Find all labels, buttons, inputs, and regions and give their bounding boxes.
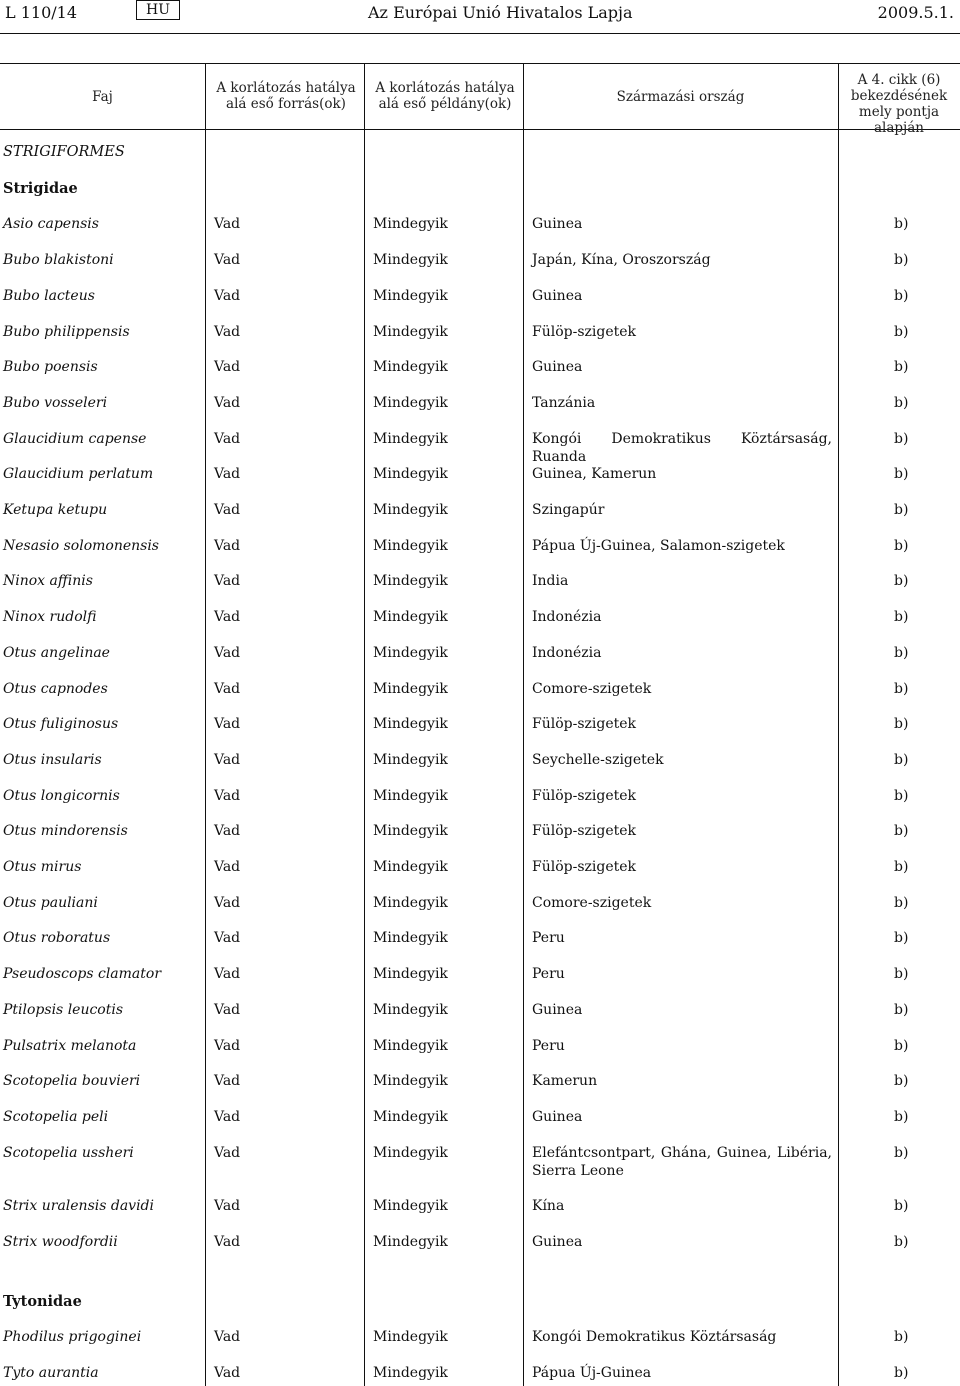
source-cell: Vad (214, 787, 241, 804)
specimen-cell: Mindegyik (373, 573, 448, 590)
species-name: Pseudoscops clamator (3, 966, 162, 983)
country-cell: Indonézia (532, 644, 602, 661)
article-point-cell: b) (894, 930, 909, 947)
specimen-cell: Mindegyik (373, 1001, 448, 1018)
country-cell: Guinea (532, 1108, 583, 1125)
journal-title: Az Európai Unió Hivatalos Lapja (368, 3, 633, 22)
species-name: Ketupa ketupu (3, 502, 108, 518)
specimen-cell: Mindegyik (373, 287, 448, 304)
specimen-cell: Mindegyik (373, 787, 448, 804)
source-cell: Vad (214, 1108, 241, 1125)
species-name: Otus capnodes (3, 680, 108, 697)
article-point-cell: b) (894, 966, 909, 983)
species-name: Phodilus prigoginei (3, 1329, 142, 1346)
specimen-cell: Mindegyik (373, 1037, 448, 1054)
source-cell: Vad (214, 716, 241, 733)
specimen-cell: Mindegyik (373, 609, 448, 626)
article-point-cell: b) (894, 573, 909, 590)
source-cell: Vad (214, 502, 241, 518)
source-cell: Vad (214, 216, 241, 233)
source-cell: Vad (214, 1001, 241, 1018)
species-name: Otus roboratus (3, 930, 111, 947)
column-header-faj: Faj (92, 89, 113, 105)
article-point-cell: b) (894, 1234, 909, 1250)
country-cell: Pápua Új-Guinea, Salamon-szigetek (532, 537, 785, 554)
column-header-cikk: A 4. cikk (6) bekezdésének mely pontja alapján (850, 72, 948, 136)
species-name: Pulsatrix melanota (3, 1037, 137, 1054)
article-point-cell: b) (894, 359, 909, 376)
source-cell: Vad (214, 644, 241, 661)
species-name: Asio capensis (3, 216, 99, 233)
country-cell: Peru (532, 930, 565, 947)
specimen-cell: Mindegyik (373, 359, 448, 376)
source-cell: Vad (214, 1198, 241, 1215)
source-cell: Vad (214, 823, 241, 840)
source-cell: Vad (214, 394, 241, 411)
species-name: Scotopelia peli (3, 1108, 109, 1125)
source-cell: Vad (214, 252, 241, 269)
species-name: Strix woodfordii (3, 1234, 118, 1250)
article-point-cell: b) (894, 680, 909, 697)
specimen-cell: Mindegyik (373, 716, 448, 733)
specimen-cell: Mindegyik (373, 1234, 448, 1250)
species-name: Strix uralensis davidi (3, 1198, 154, 1215)
country-cell: Kamerun (532, 1073, 598, 1090)
country-cell: Fülöp-szigetek (532, 787, 637, 804)
source-cell: Vad (214, 537, 241, 554)
article-point-cell: b) (894, 1037, 909, 1054)
species-name: Otus angelinae (3, 644, 110, 661)
specimen-cell: Mindegyik (373, 466, 448, 483)
country-cell: Seychelle-szigetek (532, 751, 664, 768)
article-point-cell: b) (894, 394, 909, 411)
species-name: Otus mirus (3, 859, 82, 875)
source-cell: Vad (214, 1037, 241, 1054)
article-point-cell: b) (894, 537, 909, 554)
source-cell: Vad (214, 1144, 241, 1161)
specimen-cell: Mindegyik (373, 966, 448, 983)
source-cell: Vad (214, 359, 241, 376)
country-cell: Fülöp-szigetek (532, 716, 637, 733)
source-cell: Vad (214, 930, 241, 947)
page-number: L 110/14 (5, 3, 77, 22)
article-point-cell: b) (894, 1001, 909, 1018)
column-header-forras: A korlátozás hatálya alá eső forrás(ok) (216, 80, 356, 112)
species-name: Scotopelia bouvieri (3, 1073, 141, 1090)
article-point-cell: b) (894, 1329, 909, 1346)
country-cell: Fülöp-szigetek (532, 859, 637, 875)
country-cell: Tanzánia (532, 394, 596, 411)
country-cell: Guinea, Kamerun (532, 466, 657, 483)
specimen-cell: Mindegyik (373, 430, 448, 447)
article-point-cell: b) (894, 823, 909, 840)
country-cell: Japán, Kína, Oroszország (532, 252, 711, 269)
country-cell: Peru (532, 1037, 565, 1054)
country-cell: Indonézia (532, 609, 602, 626)
article-point-cell: b) (894, 716, 909, 733)
source-cell: Vad (214, 751, 241, 768)
species-name: Otus mindorensis (3, 823, 128, 840)
article-point-cell: b) (894, 1198, 909, 1215)
country-cell: Kongói Demokratikus Köztársaság, Ruanda (532, 430, 832, 465)
species-name: Otus longicornis (3, 787, 120, 804)
species-name: Scotopelia ussheri (3, 1144, 134, 1161)
specimen-cell: Mindegyik (373, 1198, 448, 1215)
country-cell: Szingapúr (532, 502, 605, 518)
country-cell: Kína (532, 1198, 565, 1215)
language-badge: HU (136, 0, 180, 20)
species-name: Bubo vosseleri (3, 394, 108, 411)
country-cell: Fülöp-szigetek (532, 823, 637, 840)
country-cell: Guinea (532, 216, 583, 233)
source-cell: Vad (214, 287, 241, 304)
column-divider (523, 63, 524, 1386)
source-cell: Vad (214, 894, 241, 911)
column-divider (205, 63, 206, 1386)
country-cell: Pápua Új-Guinea (532, 1365, 652, 1382)
species-name: Otus insularis (3, 751, 102, 768)
source-cell: Vad (214, 1329, 241, 1346)
specimen-cell: Mindegyik (373, 1365, 448, 1382)
species-name: Glaucidium perlatum (3, 466, 154, 483)
publication-date: 2009.5.1. (877, 3, 954, 22)
species-name: Otus pauliani (3, 894, 98, 911)
source-cell: Vad (214, 1365, 241, 1382)
specimen-cell: Mindegyik (373, 252, 448, 269)
article-point-cell: b) (894, 216, 909, 233)
specimen-cell: Mindegyik (373, 680, 448, 697)
specimen-cell: Mindegyik (373, 216, 448, 233)
source-cell: Vad (214, 609, 241, 626)
source-cell: Vad (214, 323, 241, 340)
species-name: Ninox rudolfi (3, 609, 97, 626)
column-divider (364, 63, 365, 1386)
species-name: Tyto aurantia (3, 1365, 99, 1382)
article-point-cell: b) (894, 430, 909, 447)
specimen-cell: Mindegyik (373, 930, 448, 947)
order-heading: STRIGIFORMES (3, 144, 125, 160)
specimen-cell: Mindegyik (373, 894, 448, 911)
country-cell: Fülöp-szigetek (532, 323, 637, 340)
page-header (0, 0, 960, 34)
species-name: Glaucidium capense (3, 430, 147, 447)
article-point-cell: b) (894, 751, 909, 768)
article-point-cell: b) (894, 466, 909, 483)
country-cell: Peru (532, 966, 565, 983)
country-cell: India (532, 573, 569, 590)
article-point-cell: b) (894, 1073, 909, 1090)
article-point-cell: b) (894, 1108, 909, 1125)
specimen-cell: Mindegyik (373, 1329, 448, 1346)
species-name: Bubo blakistoni (3, 252, 114, 269)
species-name: Nesasio solomonensis (3, 537, 159, 554)
specimen-cell: Mindegyik (373, 859, 448, 875)
species-name: Bubo philippensis (3, 323, 130, 340)
article-point-cell: b) (894, 859, 909, 875)
specimen-cell: Mindegyik (373, 394, 448, 411)
article-point-cell: b) (894, 1365, 909, 1382)
specimen-cell: Mindegyik (373, 1073, 448, 1090)
source-cell: Vad (214, 466, 241, 483)
species-name: Ptilopsis leucotis (3, 1001, 124, 1018)
article-point-cell: b) (894, 609, 909, 626)
specimen-cell: Mindegyik (373, 823, 448, 840)
family-heading: Strigidae (3, 179, 78, 197)
country-cell: Kongói Demokratikus Köztársaság (532, 1329, 777, 1346)
country-cell: Comore-szigetek (532, 680, 652, 697)
article-point-cell: b) (894, 252, 909, 269)
country-cell: Comore-szigetek (532, 894, 652, 911)
table-header-rule (0, 129, 960, 130)
species-name: Otus fuliginosus (3, 716, 119, 733)
specimen-cell: Mindegyik (373, 751, 448, 768)
country-cell: Guinea (532, 359, 583, 376)
species-name: Bubo poensis (3, 359, 98, 376)
specimen-cell: Mindegyik (373, 502, 448, 518)
column-header-peldany: A korlátozás hatálya alá eső példány(ok) (375, 80, 515, 112)
column-header-orszag: Származási ország (616, 89, 745, 105)
specimen-cell: Mindegyik (373, 537, 448, 554)
article-point-cell: b) (894, 323, 909, 340)
specimen-cell: Mindegyik (373, 1144, 448, 1161)
species-name: Bubo lacteus (3, 287, 95, 304)
table-top-rule (0, 63, 960, 64)
source-cell: Vad (214, 1073, 241, 1090)
article-point-cell: b) (894, 787, 909, 804)
country-cell: Elefántcsontpart, Ghána, Guinea, Libéria, Sierra Leone (532, 1144, 832, 1179)
source-cell: Vad (214, 1234, 241, 1250)
source-cell: Vad (214, 966, 241, 983)
article-point-cell: b) (894, 894, 909, 911)
article-point-cell: b) (894, 1144, 909, 1161)
specimen-cell: Mindegyik (373, 644, 448, 661)
source-cell: Vad (214, 680, 241, 697)
source-cell: Vad (214, 859, 241, 875)
species-name: Ninox affinis (3, 573, 93, 590)
specimen-cell: Mindegyik (373, 1108, 448, 1125)
article-point-cell: b) (894, 502, 909, 518)
header-rule (0, 33, 960, 34)
country-cell: Guinea (532, 1234, 583, 1250)
source-cell: Vad (214, 430, 241, 447)
column-divider (838, 63, 839, 1386)
article-point-cell: b) (894, 644, 909, 661)
source-cell: Vad (214, 573, 241, 590)
article-point-cell: b) (894, 287, 909, 304)
country-cell: Guinea (532, 1001, 583, 1018)
family-heading: Tytonidae (3, 1292, 82, 1310)
specimen-cell: Mindegyik (373, 323, 448, 340)
country-cell: Guinea (532, 287, 583, 304)
